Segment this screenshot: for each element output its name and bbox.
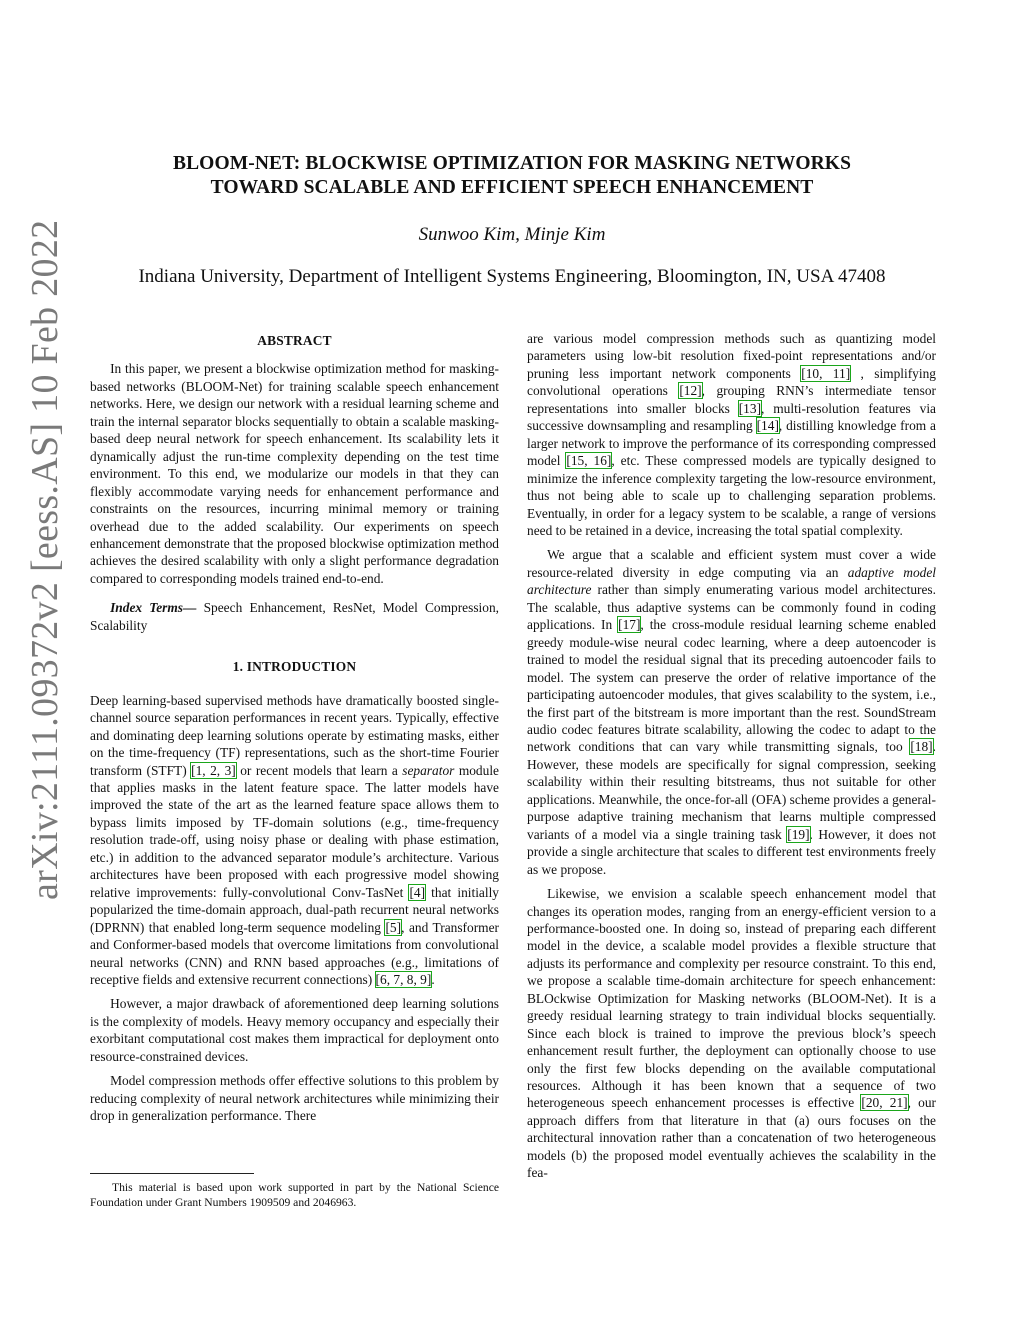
- index-terms-text: Speech Enhancement, ResNet, Model Compression, Scalability: [90, 600, 499, 633]
- text-run: , grouping RNN’s intermediate tensor representations into smaller blocks: [527, 383, 936, 416]
- text-run: are various model compression methods such as quantizing model parameters using low-bit resolution fixed-point representations and/or pruning less important network components: [527, 331, 936, 381]
- text-run: that initially popularized the time-domain approach, dual-path recurrent neural networks (DPRNN) that enabled long-term sequence modeling: [90, 884, 499, 935]
- text-run: , multi-resolution features via successive downsampling and resampling: [527, 400, 936, 434]
- footnote: This material is based upon work supported in part by the National Science Foundation under Grant Numbers 1909509 and 2046963.: [90, 1181, 499, 1209]
- citation-link[interactable]: [6, 7, 8, 9]: [375, 971, 432, 987]
- citation-link[interactable]: [4]: [409, 884, 426, 900]
- text-run: , distilling knowledge from a larger network to improve the performance of its corresponding compressed model: [527, 418, 936, 469]
- abstract-text: In this paper, we present a blockwise optimization method for masking-based networks (BLOOM-Net) for training scalable speech enhancement networks. Here, we design our network with a residual learning scheme and train the internal separator blocks sequentially to obtain a scalable masking-based deep neural network for speech enhancement. Its scalability lets it dynamically adjust the run-time complexity depending on the test time environment. To this end, we modularize our models in that they can flexibly accommodate varying needs for enhancement performance and constraints on the resources, incurring minimal memory or training overhead due to the added scalability. Our experiments on speech enhancement demonstrate that the proposed blockwise optimization method achieves the desired scalability with only a slight performance degradation compared to corresponding models trained end-to-end.: [90, 361, 499, 586]
- authors: Sunwoo Kim, Minje Kim: [418, 224, 606, 245]
- right-paragraph-2: [527, 546, 936, 878]
- title-line-2: TOWARD SCALABLE AND EFFICIENT SPEECH ENHANCEMENT: [210, 177, 814, 198]
- citation-link[interactable]: [15, 16]: [566, 453, 612, 469]
- text-run: . However, these models are specifically for signal compression, seeking scalability within their resulting bitstreams, thus not suitable for other applications. Meanwhile, the once-for-all (OFA) scheme provides a general-purpose adaptive training mechanism that learns multiple compressed variants of a model via a single training task: [527, 739, 936, 842]
- emphasis: separator: [402, 762, 455, 778]
- title-line-1: BLOOM-NET: BLOCKWISE OPTIMIZATION FOR MASKING NETWORKS: [172, 153, 852, 174]
- affiliation: Indiana University, Department of Intelligent Systems Engineering, Bloomington, IN, USA 47408: [138, 266, 886, 287]
- citation-link[interactable]: [12]: [679, 383, 702, 399]
- citation-link[interactable]: [13]: [738, 400, 762, 416]
- arxiv-identifier-stamp: arXiv:2111.09372v2 [eess.AS] 10 Feb 2022: [24, 219, 66, 900]
- right-column: [527, 330, 936, 1182]
- left-column: [90, 330, 499, 1125]
- intro-paragraph-3: Model compression methods offer effective solutions to this problem by reducing complexity of neural network architectures while minimizing their drop in generalization performance. There: [90, 1073, 499, 1124]
- emphasis: adaptive model architecture: [527, 564, 937, 598]
- right-paragraph-1: [527, 330, 936, 539]
- text-run: or recent models that learn a: [235, 762, 403, 778]
- paper-title: [120, 152, 904, 200]
- text-run: , etc. These compressed models are typically designed to minimize the inference complexity targeting the low-resource environment, thus not being able to scale up to challenging separation problems. Eventually, in order for a legacy system to be scalable, a range of versions need to be retained in a device, increasing the total spatial complexity.: [527, 453, 936, 538]
- citation-link[interactable]: [10, 11]: [801, 365, 851, 381]
- citation-link[interactable]: [20, 21]: [861, 1095, 908, 1111]
- text-run: Deep learning-based supervised methods have dramatically boosted single-channel source separation performances in recent years. Typically, effective and dominating deep learning solutions operate by estimating masks, either on the time-frequency (TF) representations, such as the short-time Fourier transform (STFT): [90, 692, 499, 778]
- text-run: module that applies masks in the latent feature space. The latter models have improved the state of the art as the learned feature space allows them to bypass limits imposed by TF-domain solutions (e.g., time-frequency resolution trade-off, using noisy phase or dealing with phase estimation, etc.) in addition to the advanced separator module’s architecture. Various architectures have been proposed with each progressive model showing relative improvements: fully-convolutional Conv-TasNet: [90, 762, 499, 900]
- index-terms: [90, 599, 499, 634]
- text-run: , simplifying convolutional operations: [527, 365, 936, 399]
- intro-paragraph-1: [90, 692, 499, 989]
- text-run: .: [431, 971, 435, 987]
- text-run: Likewise, we envision a scalable speech enhancement model that changes its operation modes, ranging from an energy-efficient version to a performance-boosted one. In doing so, instead of preparing each different model in the device, a scalable model provides a flexible structure that adjusts its performance and complexity per resource constraint. To this end, we propose a scalable time-domain architecture for speech enhancement: BLOckwise Optimization for Masking networks (BLOOM-Net). It is a greedy residual learning strategy to train individual blocks sequentially. Since each block is trained to improve the previous block’s speech enhancement result further, the deployment can optionally choose to use only the first few blocks depending on the available computational resources. Although it has been known that a sequence of two heterogeneous speech enhancement processes is effective: [527, 886, 936, 1111]
- right-paragraph-3: [527, 885, 936, 1182]
- text-run: . However, it does not provide a single architecture that scales to different test environments freely as we propose.: [527, 826, 936, 877]
- citation-link[interactable]: [5]: [385, 919, 402, 935]
- text-run: , our approach differs from that literature in that (a) ours focuses on the architectural innovation rather than a concatenation of two heterogeneous models (b) the proposed model eventually achieves the scalability in the fea-: [527, 1095, 936, 1181]
- intro-paragraph-2: However, a major drawback of aforementioned deep learning solutions is the complexity of models. Heavy memory occupancy and especially their exorbitant computational cost makes them impractical for deployment onto resource-constrained devices.: [90, 996, 499, 1064]
- citation-link[interactable]: [1, 2, 3]: [191, 762, 236, 778]
- text-run: rather than simply enumerating various model architectures. The scalable, thus adaptive systems can be commonly found in coding applications. In: [527, 582, 936, 633]
- citation-link[interactable]: [19]: [787, 826, 810, 842]
- footnote-divider: [90, 1173, 254, 1174]
- introduction-heading: 1. INTRODUCTION: [232, 659, 357, 675]
- text-run: , and Transformer and Conformer-based models that overcome limitations from convolutional neural networks (CNN) and RNN based approaches (e.g., limitations of receptive fields and extensive recurrent connections): [90, 919, 499, 987]
- text-run: We argue that a scalable and efficient system must cover a wide resource-related diversity in edge computing via an: [527, 547, 936, 580]
- citation-link[interactable]: [14]: [756, 418, 779, 434]
- citation-link[interactable]: [18]: [910, 739, 933, 755]
- text-run: , the cross-module residual learning scheme enabled greedy module-wise neural codec learning, where a deep autoencoder is trained to model the residual signal that its preceding autoencoder fails to model. The system can preserve the order of relative importance of the participating autoencoder modules, that gives scalability to the system, i.e., the first part of the bitstream is more important than the rest. SoundStream audio codec features bitrate scalability, allowing the codec to adapt to the network conditions that can vary while transmitting signals, too: [527, 617, 936, 755]
- index-terms-label: Index Terms—: [110, 600, 197, 616]
- abstract-heading: ABSTRACT: [257, 333, 332, 348]
- citation-link[interactable]: [17]: [618, 617, 641, 633]
